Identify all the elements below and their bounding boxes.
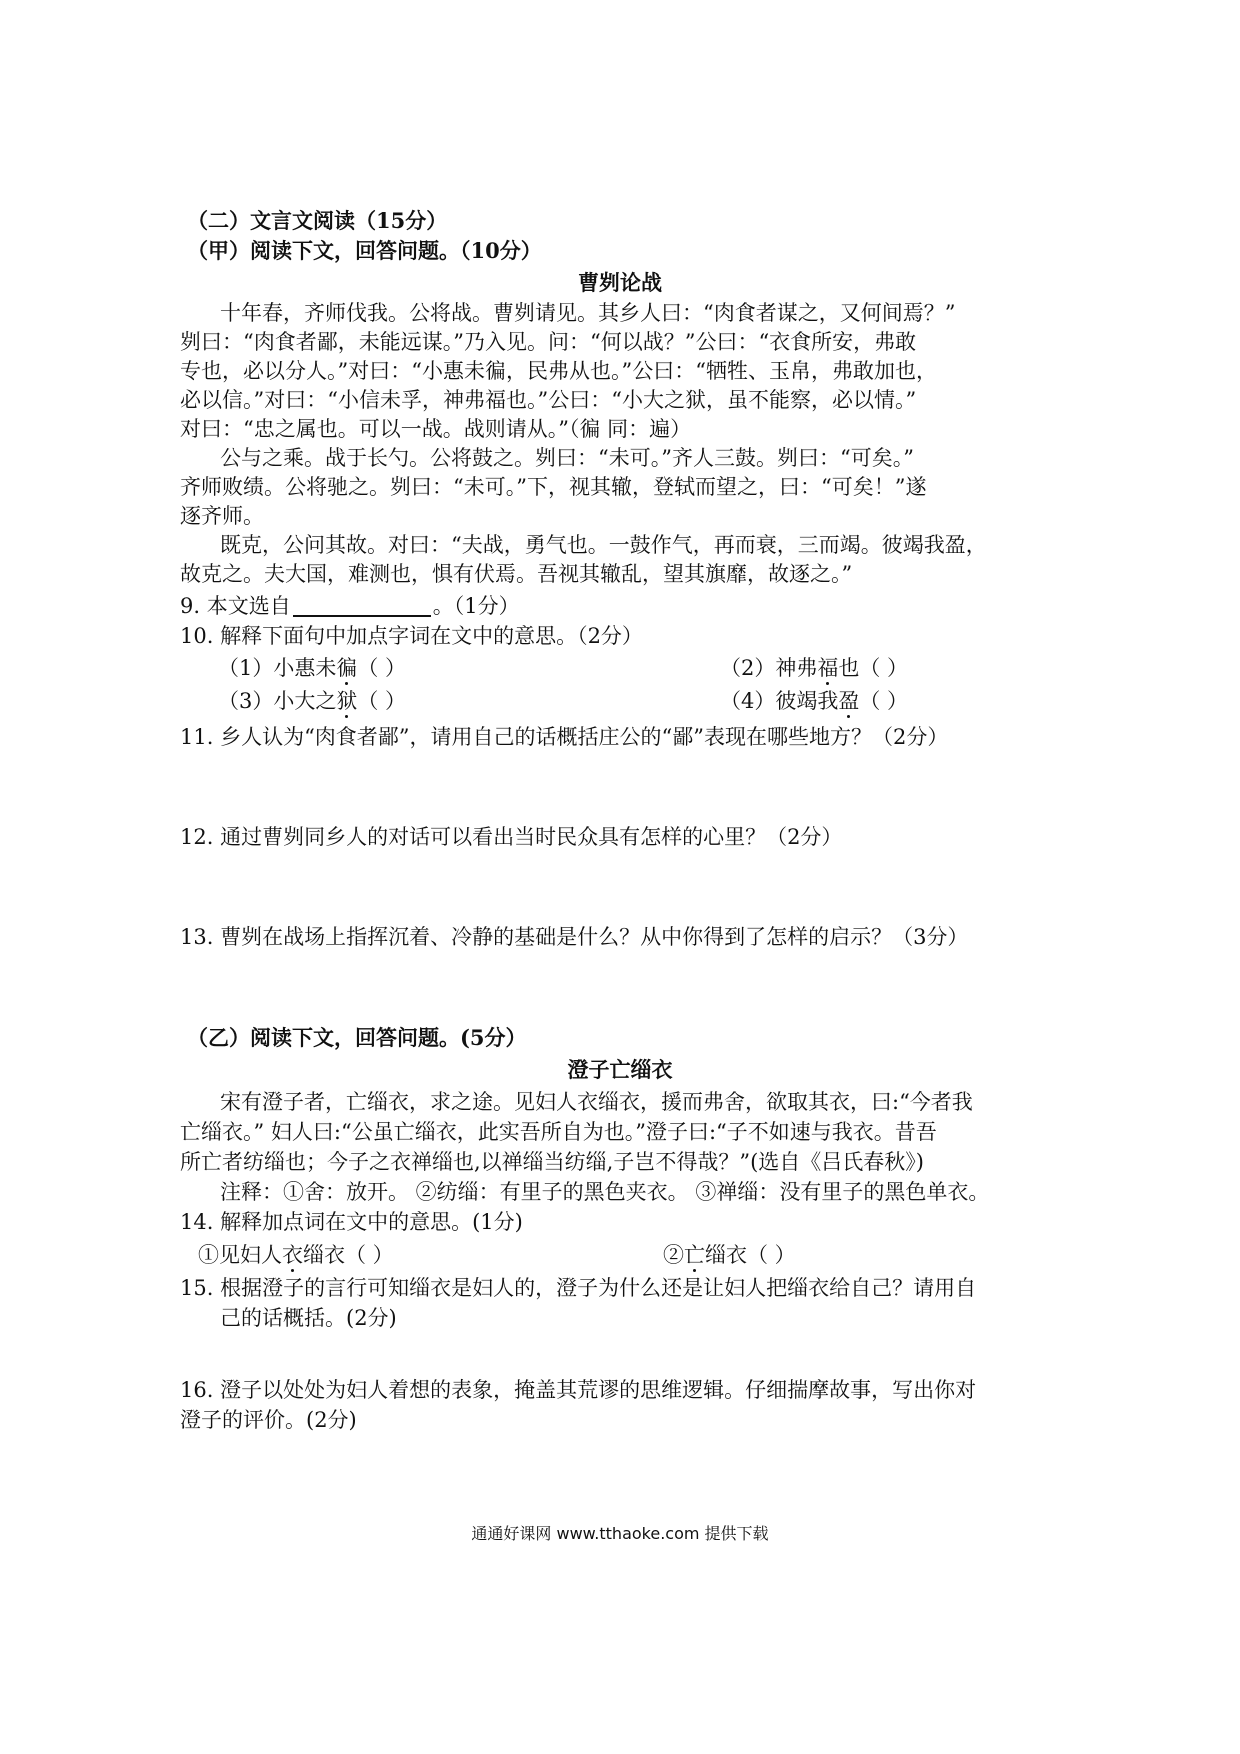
part-a-title: 曹刿论战 bbox=[578, 270, 662, 295]
question-9 bbox=[180, 591, 520, 621]
question-9-prefix: 9. 本文选自 bbox=[180, 594, 291, 618]
question-13: 13. 曹刿在战场上指挥沉着、冷静的基础是什么？从中你得到了怎样的启示？（3分） bbox=[180, 925, 969, 949]
question-9-suffix: 。（1分） bbox=[432, 594, 520, 618]
question-10-item-4: （4）彼竭我盈（ ） bbox=[720, 689, 909, 713]
question-16: 16. 澄子以处处为妇人着想的表象，掩盖其荒谬的思维逻辑。仔细揣摩故事，写出你对 bbox=[180, 1378, 977, 1402]
part-a-line: 专也，必以分人。”对曰：“小惠未徧，民弗从也。”公曰：“牺牲、玉帛，弗敢加也， bbox=[180, 359, 937, 383]
part-b-line: 所亡者纺缁也；今子之衣禅缁也,以禅缁当纺缁,子岂不得哉？”(选自《吕氏春秋》) bbox=[180, 1150, 924, 1174]
question-10-item-3: （3）小大之狱（ ） bbox=[218, 689, 407, 713]
dotted-character: 盈 bbox=[838, 689, 860, 713]
dotted-character: 狱 bbox=[336, 689, 358, 713]
part-b-title: 澄子亡缁衣 bbox=[567, 1057, 673, 1082]
part-a-line: 既克，公问其故。对曰：“夫战，勇气也。一鼓作气，再而衰，三而竭。彼竭我盈， bbox=[220, 533, 987, 557]
part-a-line: 对曰：“忠之属也。可以一战。战则请从。”（徧 同：遍） bbox=[180, 417, 692, 441]
section-heading: （二）文言文阅读（15分） bbox=[187, 208, 448, 233]
question-12: 12. 通过曹刿同乡人的对话可以看出当时民众具有怎样的心里？（2分） bbox=[180, 825, 843, 849]
answer-blank[interactable] bbox=[293, 595, 431, 617]
dotted-character: 福 bbox=[817, 656, 839, 680]
question-14-item-1: ①见妇人衣缁衣（ ） bbox=[198, 1243, 394, 1267]
part-a-line: 十年春，齐师伐我。公将战。曹刿请见。其乡人曰：“肉食者谋之，又何间焉？” bbox=[220, 301, 956, 325]
part-b-line: 亡缁衣。” 妇人曰:“公虽亡缁衣，此实吾所自为也。”澄子曰:“子不如速与我衣。昔吾 bbox=[180, 1120, 937, 1144]
dotted-character: 徧 bbox=[336, 656, 358, 680]
question-15: 15. 根据澄子的言行可知缁衣是妇人的，澄子为什么还是让妇人把缁衣给自己？请用自 bbox=[180, 1276, 977, 1300]
part-b-line: 宋有澄子者，亡缁衣，求之途。见妇人衣缁衣，援而弗舍，欲取其衣，曰:“今者我 bbox=[220, 1090, 973, 1114]
question-11: 11. 乡人认为“肉食者鄙”，请用自己的话概括庄公的“鄙”表现在哪些地方？（2分） bbox=[180, 725, 949, 749]
question-10-item-2: （2）神弗福也（ ） bbox=[720, 656, 909, 680]
part-a-line: 逐齐师。 bbox=[180, 504, 264, 528]
question-16-continued: 澄子的评价。(2分) bbox=[180, 1408, 357, 1432]
part-b-heading: （乙）阅读下文，回答问题。(5分） bbox=[187, 1025, 527, 1050]
question-10-item-1: （1）小惠未徧（ ） bbox=[218, 656, 407, 680]
part-a-line: 必以信。”对曰：“小信未孚，神弗福也。”公曰：“小大之狱，虽不能察，必以情。” bbox=[180, 388, 917, 412]
footer: 通通好课网 www.tthaoke.com 提供下载 bbox=[471, 1524, 769, 1543]
annotation-note: 注释：①舍：放开。 ②纺缁：有里子的黑色夹衣。 ③禅缁：没有里子的黑色单衣。 bbox=[220, 1180, 990, 1204]
dotted-character: 亡 bbox=[684, 1243, 705, 1267]
part-a-line: 故克之。夫大国，难测也，惧有伏焉。吾视其辙乱，望其旗靡，故逐之。” bbox=[180, 562, 853, 586]
question-14: 14. 解释加点词在文中的意思。(1分) bbox=[180, 1210, 523, 1234]
part-a-line: 公与之乘。战于长勺。公将鼓之。刿曰：“未可。”齐人三鼓。刿曰：“可矣。” bbox=[220, 446, 914, 470]
part-a-line: 齐师败绩。公将驰之。刿曰：“未可。”下，视其辙，登轼而望之，曰：“可矣！”遂 bbox=[180, 475, 927, 499]
question-14-item-2: ②亡缁衣（ ） bbox=[663, 1243, 796, 1267]
part-a-line: 刿曰：“肉食者鄙，未能远谋。”乃入见。问：“何以战？”公曰：“衣食所安，弗敢 bbox=[180, 330, 917, 354]
question-15-continued: 己的话概括。(2分) bbox=[220, 1306, 397, 1330]
question-10: 10. 解释下面句中加点字词在文中的意思。（2分） bbox=[180, 624, 643, 648]
part-a-heading: （甲）阅读下文，回答问题。（10分） bbox=[187, 238, 542, 263]
dotted-character: 衣 bbox=[282, 1243, 303, 1267]
